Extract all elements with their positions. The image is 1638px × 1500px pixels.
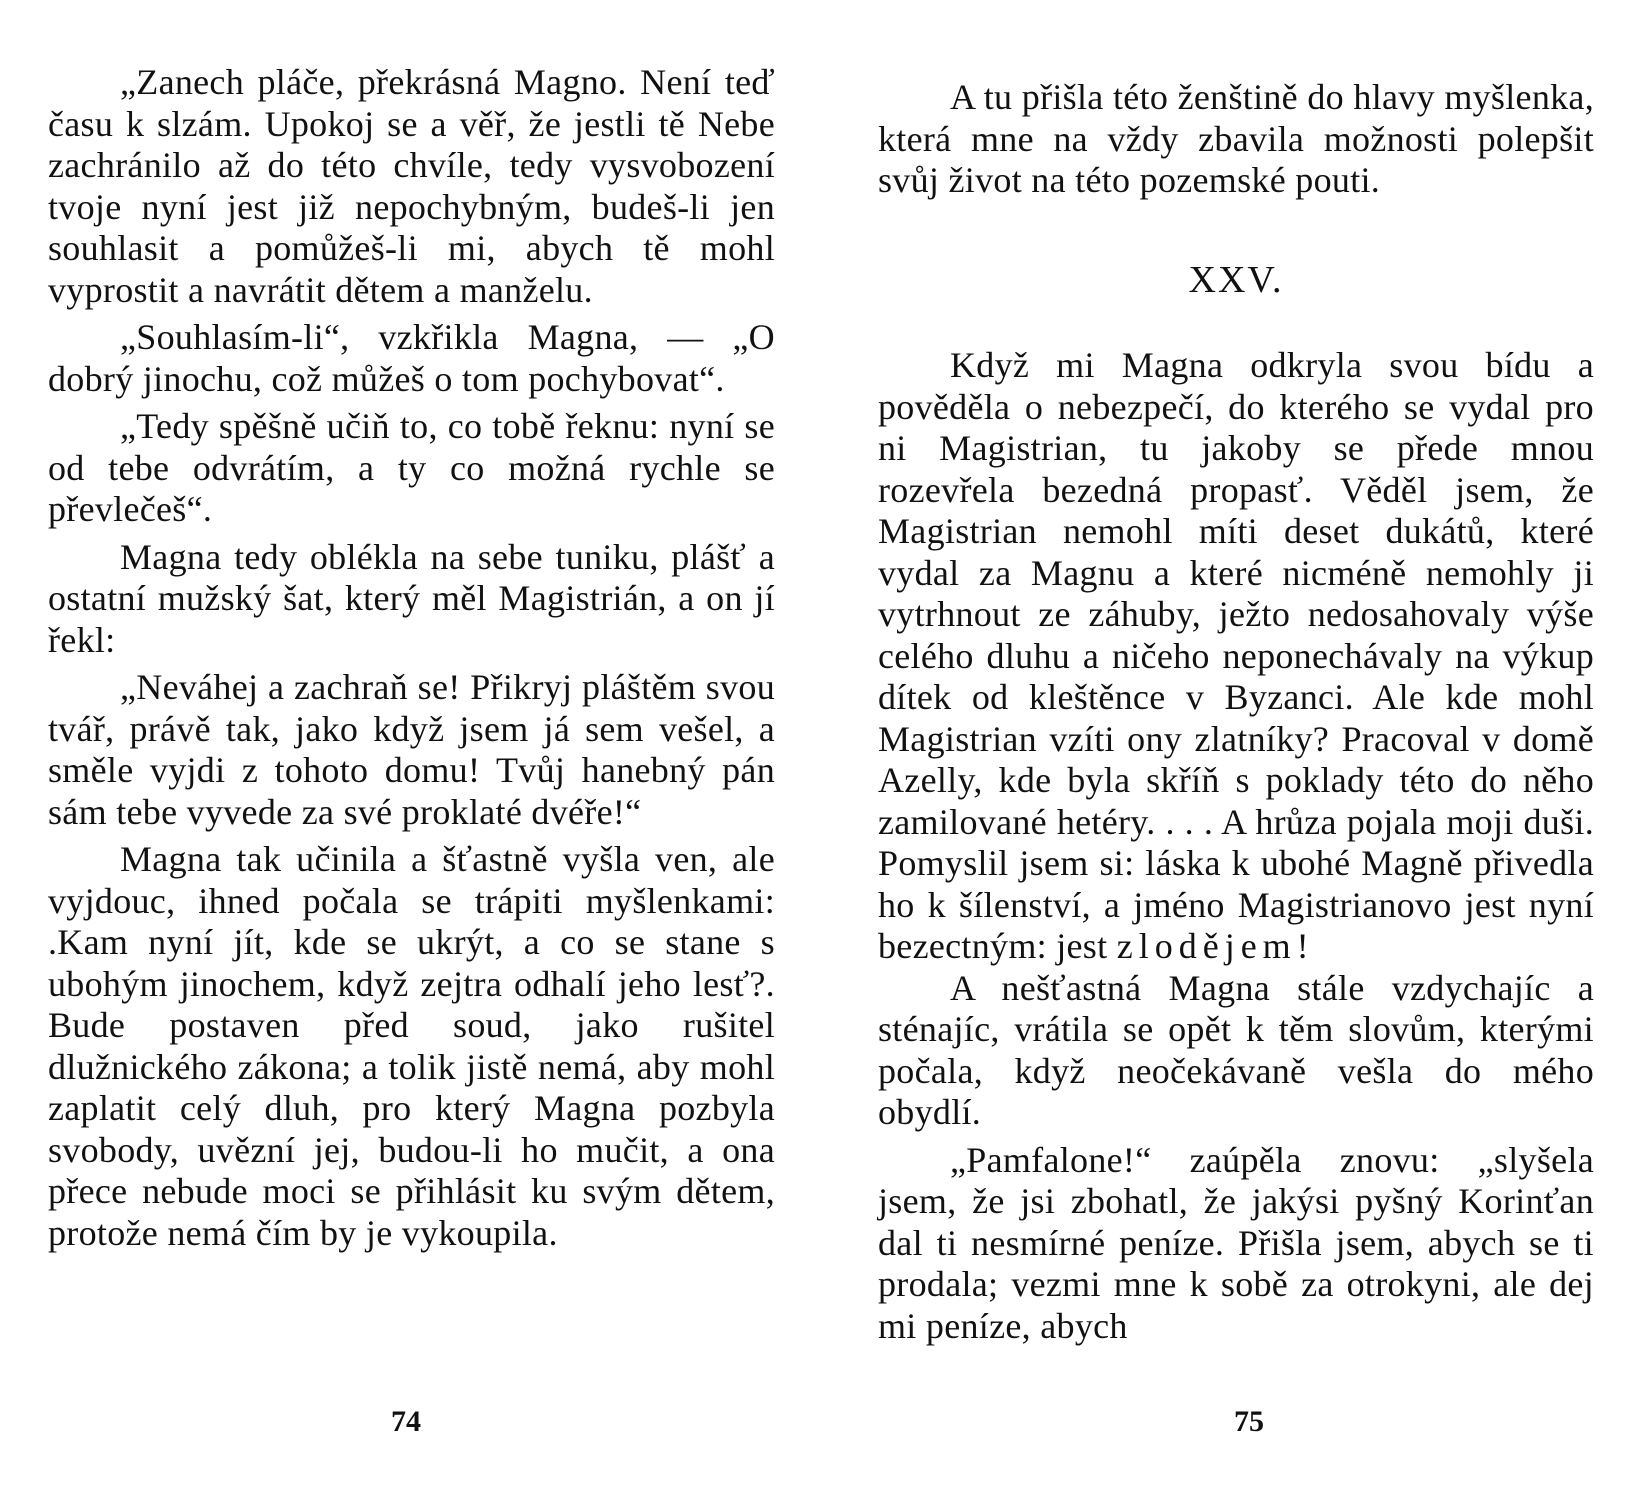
right-page	[819, 0, 1638, 1500]
chapter-title: XXV.	[1188, 258, 1284, 301]
left-paragraph-6: Magna tak učinila a šťastně vyšla ven, ale vyjdouc, ihned počala se trápiti myšlenkami: .Kam nyní jít, kde se ukrýt, a co se stane s ubohým jinochem, když zejtra odhalí jeho lesť?. Bude postaven před soud, jako rušitel dlužnického zákona; a tolik jistě nemá, aby mohl zaplatit celý dluh, pro který Magna pozbyla svobody, uvězní jej, budou-li ho mučit, a ona přece nebude moci se přihlásit ku svým dětem, protože nemá čím by je vykoupila.	[48, 839, 775, 1253]
left-paragraph-5: „Neváhej a zachraň se! Přikryj pláštěm svou tvář, právě tak, jako když jsem já sem vešel, a směle vyjdi z tohoto domu! Tvůj hanebný pán sám tebe vyvede za své proklaté dvéře!“	[48, 667, 775, 832]
right-paragraph-3: „Pamfalone!“ zaúpěla znovu: „slyšela jsem, že jsi zbohatl, že jakýsi pyšný Korinťan dal ti nesmírné peníze. Přišla jsem, abych se ti prodala; vezmi mne k sobě za otrokyni, ale dej mi peníze, abych	[878, 1139, 1594, 1346]
left-paragraph-1: „Zanech pláče, překrásná Magno. Není teď času k slzám. Upokoj se a věř, že jestli tě Nebe zachránilo až do této chvíle, tedy vysvobození tvoje nyní jest již nepochybným, budeš-li jen souhlasit a pomůžeš-li mi, abych tě mohl vyprostit a navrátit dětem a manželu.	[48, 62, 775, 310]
right-paragraph-1	[878, 345, 1594, 968]
right-page-number: 75	[1234, 1405, 1264, 1438]
left-page-text	[48, 62, 775, 1254]
left-paragraph-2: „Souhlasím-li“, vzkřikla Magna, — „O dobrý jinochu, což můžeš o tom pochybovat“.	[48, 317, 775, 399]
left-paragraph-3: „Tedy spěšně učiň to, co tobě řeknu: nyní se od tebe odvrátím, a ty co možná rychle se převlečeš“.	[48, 406, 775, 529]
right-paragraph-1-emphasis: zlodějem!	[1116, 926, 1315, 966]
right-paragraph-1-text: Když mi Magna odkryla svou bídu a pověděla o nebezpečí, do kterého se vydal pro ni Magistrian, tu jakoby se přede mnou rozevřela bezedná propasť. Věděl jsem, že Magistrian nemohl míti deset dukátů, které vydal za Magnu a které nicméně nemohly ji vytrhnout ze záhuby, ježto nedosahovaly výše celého dluhu a ničeho neponechávaly na výkup dítek od kleštěnce v Byzanci. Ale kde mohl Magistrian vzíti ony zlatníky? Pracoval v domě Azelly, kde byla skříň s poklady této do něho zamilované hetéry. . . . A hrůza pojala moji duši. Pomyslil jsem si: láska k ubohé Magně přivedla ho k šílenství, a jméno Magistrianovo jest nyní bezectným: jest	[878, 345, 1594, 966]
left-paragraph-4: Magna tedy oblékla na sebe tuniku, plášť a ostatní mužský šat, který měl Magistrián, a on jí řekl:	[48, 536, 775, 660]
left-page-number: 74	[391, 1405, 421, 1438]
right-opening-paragraph: A tu přišla této ženštině do hlavy myšlenka, která mne na vždy zbavila možnosti polepšit svůj život na této pozemské pouti.	[878, 77, 1594, 200]
right-paragraph-2: A nešťastná Magna stále vzdychajíc a sténajíc, vrátila se opět k těm slovům, kterými počala, když neočekávaně vešla do mého obydlí.	[878, 967, 1594, 1132]
right-page-text	[878, 77, 1594, 1347]
